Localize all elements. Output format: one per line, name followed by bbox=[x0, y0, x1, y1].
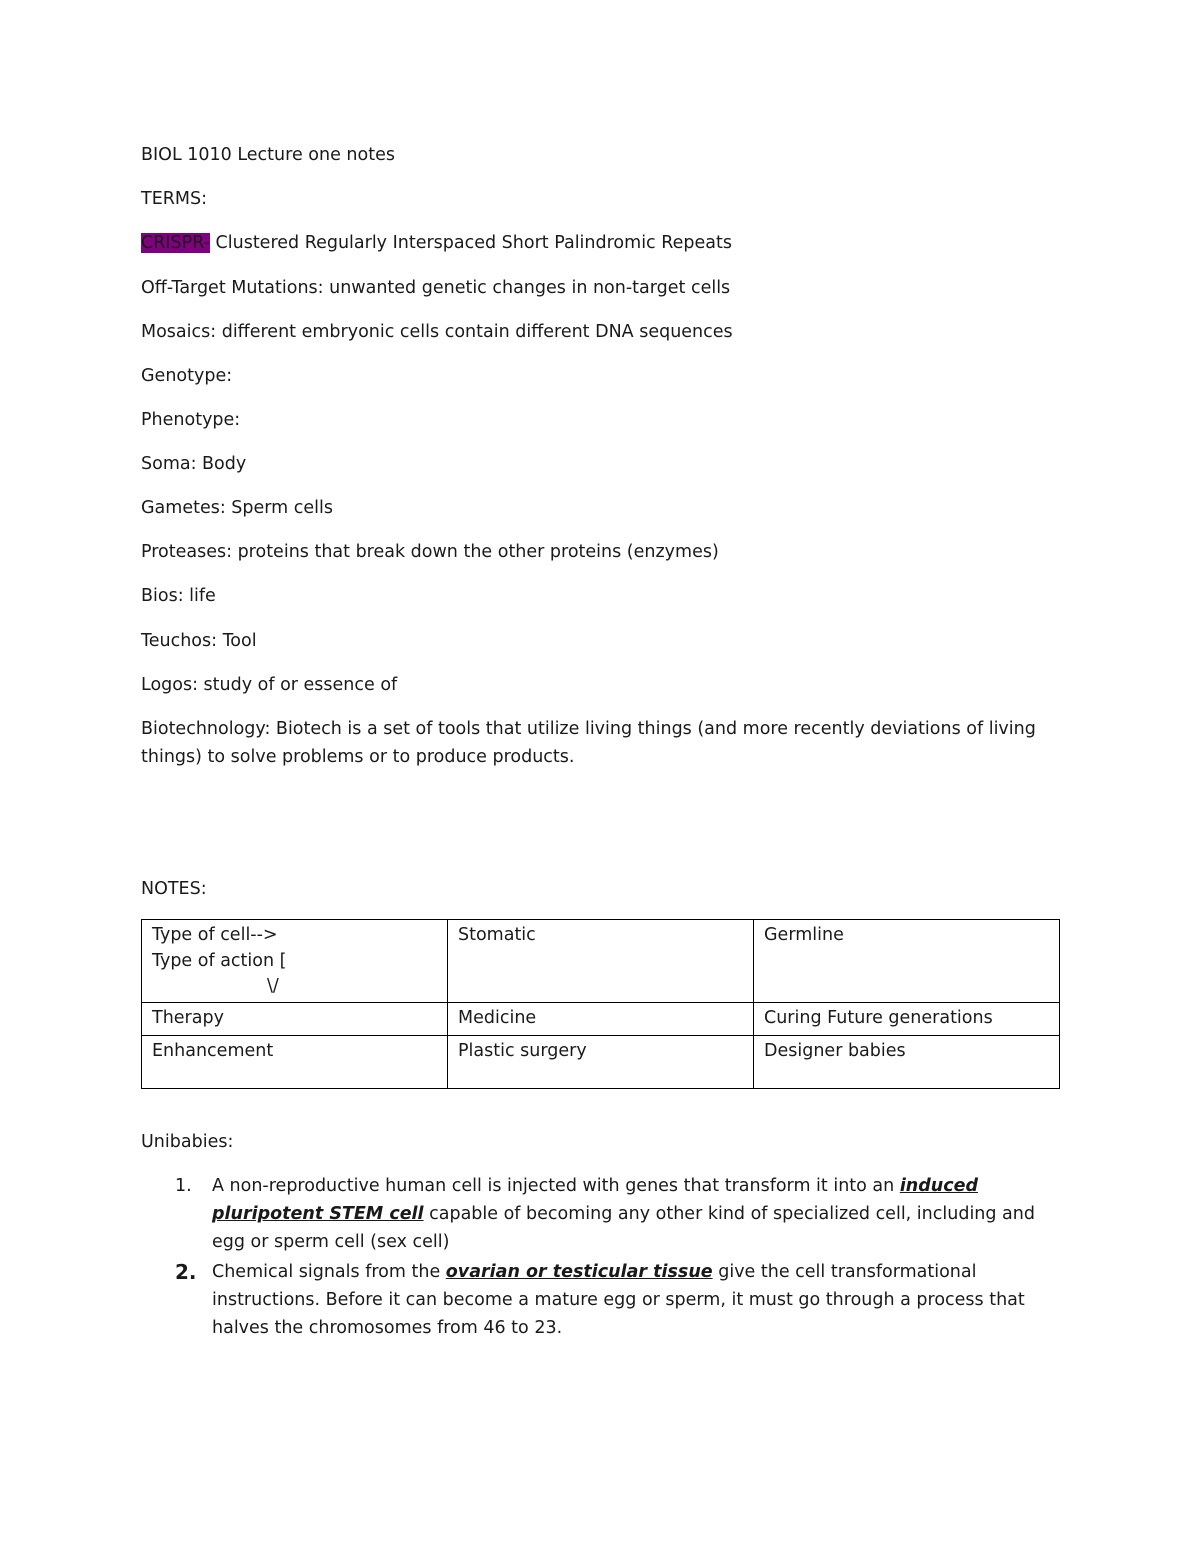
table-cell: Therapy bbox=[142, 1003, 448, 1036]
term-proteases: Proteases: proteins that break down the other proteins (enzymes) bbox=[141, 542, 719, 562]
table-cell: Type of cell--> Type of action [ \/ bbox=[142, 920, 448, 1003]
term-mosaics: Mosaics: different embryonic cells contain different DNA sequences bbox=[141, 322, 733, 342]
list-item-text: A non-reproductive human cell is injected with genes that transform it into an induced pluripotent STEM cell capable of becoming any other kind of specialized cell, including and egg or sperm cell (sex cell) bbox=[212, 1176, 1035, 1252]
term-crispr: CRISPR- Clustered Regularly Interspaced Short Palindromic Repeats bbox=[141, 233, 732, 253]
list-number: 2. bbox=[175, 1260, 197, 1284]
table-row bbox=[142, 1003, 1060, 1036]
table-row bbox=[142, 1036, 1060, 1089]
term-bios: Bios: life bbox=[141, 586, 216, 606]
term-off-target: Off-Target Mutations: unwanted genetic changes in non-target cells bbox=[141, 278, 731, 298]
list-item-text: Chemical signals from the ovarian or testicular tissue give the cell transformational instructions. Before it can become a mature egg or sperm, it must go through a process that halves the chromosomes from 46 to 23. bbox=[212, 1262, 1025, 1338]
term-genotype: Genotype: bbox=[141, 366, 233, 386]
unibabies-heading: Unibabies: bbox=[141, 1132, 234, 1152]
term-logos: Logos: study of or essence of bbox=[141, 675, 398, 695]
list-number: 1. bbox=[175, 1176, 192, 1196]
table-cell: Stomatic bbox=[448, 920, 754, 1003]
term-phenotype: Phenotype: bbox=[141, 410, 241, 430]
table-cell: Germline bbox=[754, 920, 1060, 1003]
document-title: BIOL 1010 Lecture one notes bbox=[141, 145, 395, 165]
term-biotechnology: Biotechnology: Biotech is a set of tools that utilize living things (and more recently deviations of living things) to solve problems or to produce products. bbox=[141, 719, 1036, 767]
term-gametes: Gametes: Sperm cells bbox=[141, 498, 334, 518]
table-cell: Designer babies bbox=[754, 1036, 1060, 1089]
notes-table bbox=[141, 919, 1060, 1089]
table-cell: Curing Future generations bbox=[754, 1003, 1060, 1036]
highlighted-term: CRISPR- bbox=[141, 233, 210, 253]
table-cell: Medicine bbox=[448, 1003, 754, 1036]
notes-heading: NOTES: bbox=[141, 879, 207, 899]
terms-heading: TERMS: bbox=[141, 189, 208, 209]
emphasized-term: ovarian or testicular tissue bbox=[445, 1262, 713, 1282]
term-soma: Soma: Body bbox=[141, 454, 247, 474]
term-teuchos: Teuchos: Tool bbox=[141, 631, 257, 651]
table-header-row bbox=[142, 920, 1060, 1003]
table-cell: Enhancement bbox=[142, 1036, 448, 1089]
table-cell: Plastic surgery bbox=[448, 1036, 754, 1089]
emphasized-term: induced pluripotent STEM cell bbox=[212, 1176, 979, 1224]
down-arrow-text: \/ bbox=[267, 976, 279, 996]
